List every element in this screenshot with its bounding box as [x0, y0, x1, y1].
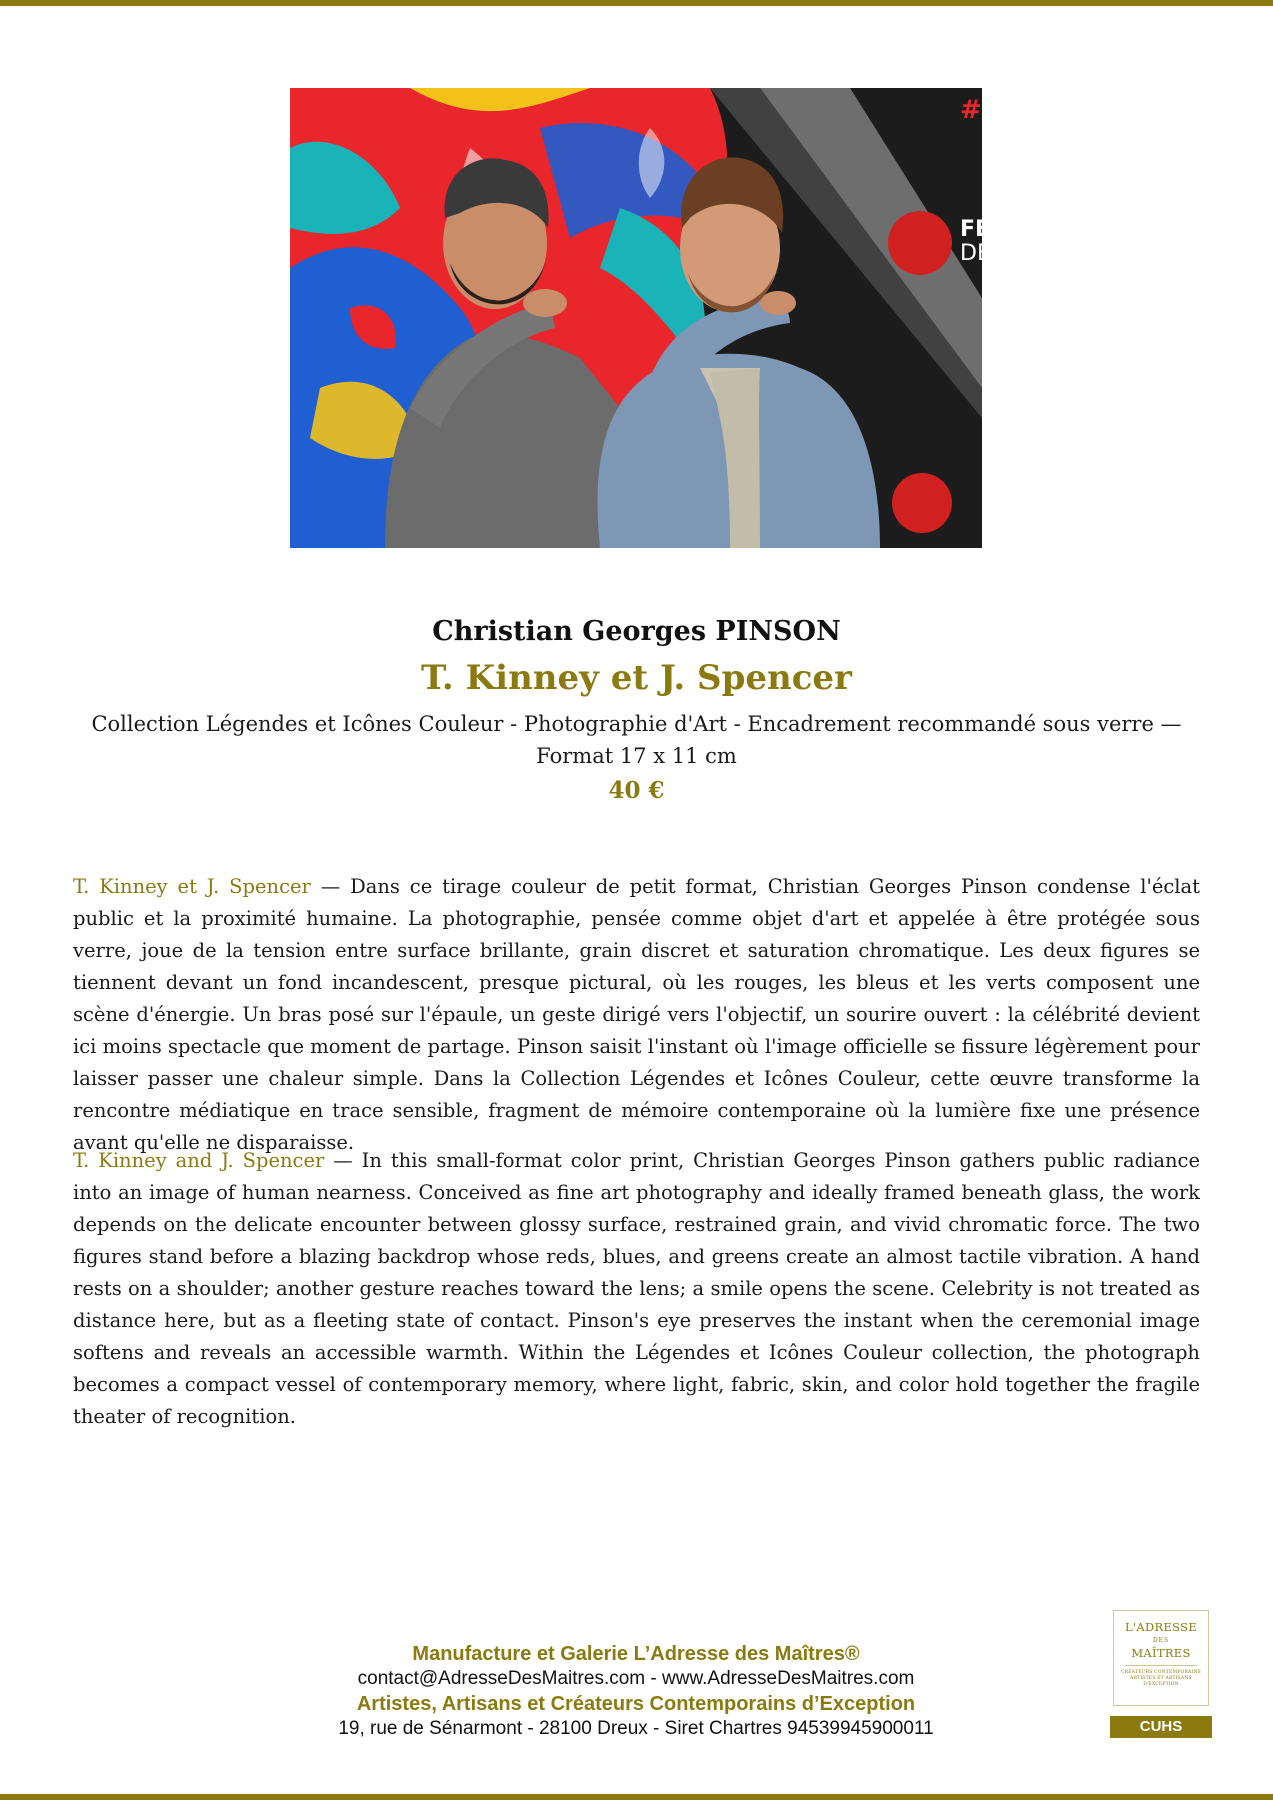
artwork-photo [290, 88, 1006, 548]
backdrop-text-hash: # [960, 95, 982, 125]
logo-line-4: CRÉATEURS CONTEMPORAINS ARTISTES ET ARTISANS D'EXCEPTION [1121, 1670, 1201, 1687]
artwork-subtitle: Collection Légendes et Icônes Couleur - Photographie d'Art - Encadrement recommandé sous verre — Format 17 x 11 cm [91, 712, 1182, 768]
description-french-body: — Dans ce tirage couleur de petit format, Christian Georges Pinson condense l'éclat public et la proximité humaine. La photographie, pensée comme objet d'art et appelée à être protégée sous verre, joue de la tension entre surface brillante, grain discret et saturation chromatique. Les deux figures se tiennent devant un fond incandescent, presque pictural, où les rouges, les bleus et les verts composent une scène d'énergie. Un bras posé sur l'épaule, un geste dirigé vers l'objectif, un sourire ouvert : la célébrité devient ici moins spectacle que moment de partage. Pinson saisit l'instant où l'image officielle se fissure légèrement pour laisser passer une chaleur simple. Dans la Collection Légendes et Icônes Couleur, cette œuvre transforme la rencontre médiatique en trace sensible, fragment de mémoire contemporaine où la lumière fixe une présence avant qu'elle ne disparaisse. [73, 875, 1200, 1154]
footer-company: Manufacture et Galerie L’Adresse des Maîtres® [412, 1643, 860, 1665]
logo-separator [1125, 1665, 1197, 1666]
description-english [73, 1145, 1200, 1433]
top-rule [0, 0, 1273, 6]
backdrop-text-de: DE [960, 241, 991, 266]
description-english-body: — In this small-format color print, Christian Georges Pinson gathers public radiance into an image of human nearness. Conceived as fine art photography and ideally framed beneath glass, the work depends on the delicate encounter between glossy surface, restrained grain, and vivid chromatic force. The two figures stand before a blazing backdrop whose reds, blues, and greens create an almost tactile vibration. A hand rests on a shoulder; another gesture reaches toward the lens; a smile opens the scene. Celebrity is not treated as distance here, but as a fleeting state of contact. Pinson's eye preserves the instant when the ceremonial image softens and reveals an accessible warmth. Within the Légendes et Icônes Couleur collection, the photograph becomes a compact vessel of contemporary memory, where light, fabric, skin, and color hold together the fragile theater of recognition. [73, 1149, 1200, 1428]
artwork-price: 40 € [608, 777, 665, 804]
artwork-header [70, 612, 1203, 808]
footer-address: 19, rue de Sénarmont - 28100 Dreux - Siret Chartres 94539945900011 [338, 1718, 934, 1739]
footer-tagline: Artistes, Artisans et Créateurs Contemporains d’Exception [356, 1693, 916, 1715]
gallery-logo [1113, 1610, 1209, 1706]
cuhs-badge: CUHS [1110, 1716, 1212, 1738]
logo-line-1: L'ADRESSE [1124, 1620, 1198, 1634]
description-french [73, 871, 1200, 1159]
artwork-photo-illustration [290, 88, 1006, 548]
backdrop-text-fes: FES [960, 217, 1006, 242]
description-english-lead: T. Kinney and J. Spencer [73, 1149, 325, 1172]
footer-contact[interactable]: contact@AdresseDesMaitres.com - www.AdresseDesMaitres.com [357, 1668, 915, 1689]
logo-line-3: MAÎTRES [1131, 1646, 1191, 1660]
bottom-rule [0, 1794, 1273, 1800]
artist-name: Christian Georges PINSON [432, 616, 841, 647]
description-french-lead: T. Kinney et J. Spencer [73, 875, 311, 898]
artwork-title: T. Kinney et J. Spencer [421, 658, 852, 698]
footer [270, 1641, 1002, 1741]
logo-line-2: DES [1152, 1637, 1170, 1644]
